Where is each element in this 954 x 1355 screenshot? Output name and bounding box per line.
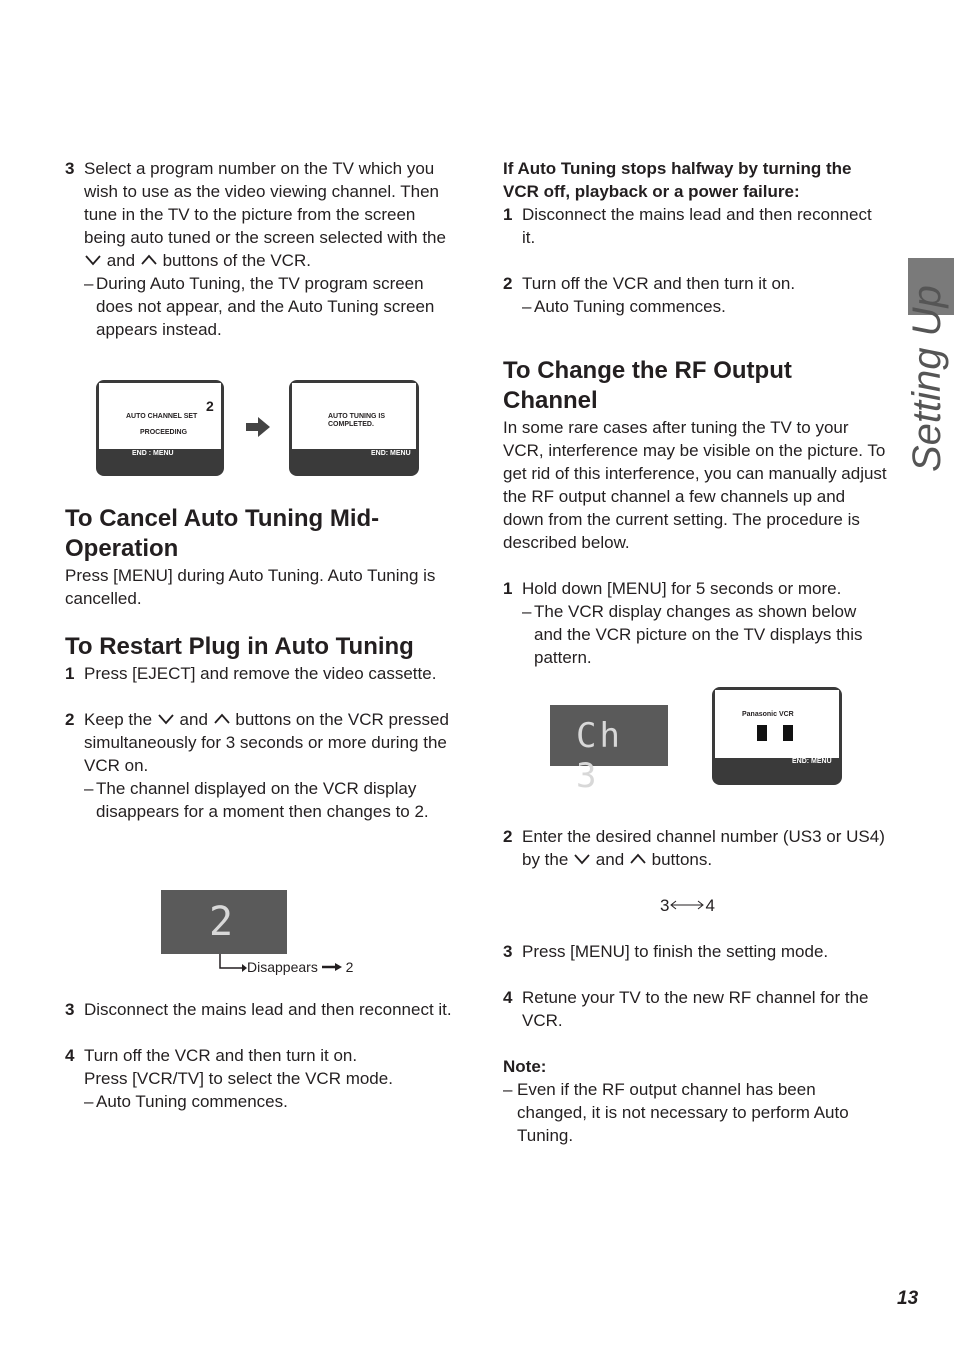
rf-section — [503, 356, 888, 669]
dash-text: The VCR display changes as shown below and the VCR picture on the TV displays this pattern. — [534, 602, 863, 667]
dash: – — [503, 1080, 513, 1099]
channel-number: 2 — [206, 398, 214, 414]
section-heading: To Cancel Auto Tuning Mid-Operation — [65, 505, 380, 562]
rf-step-3 — [503, 940, 888, 963]
step-text: Turn off the VCR and then turn it on. — [84, 1046, 358, 1065]
disappears-text: Disappears — [247, 959, 318, 975]
lcd-text: Ch 3 — [576, 716, 623, 796]
dash: – — [522, 602, 532, 621]
step-text: Disconnect the mains lead and then reconnect it. — [522, 205, 872, 247]
step-number: 2 — [503, 827, 513, 846]
step-number: 3 — [65, 1000, 75, 1019]
note-dash — [503, 1078, 888, 1147]
pattern-bar — [757, 725, 767, 741]
step-3-select-program — [65, 157, 455, 341]
step-text: Press [VCR/TV] to select the VCR mode. — [84, 1069, 393, 1088]
dash: – — [522, 297, 532, 316]
dash: – — [84, 779, 94, 798]
note-dash — [522, 295, 888, 318]
step-1-eject — [65, 662, 455, 685]
step-3-disconnect — [65, 998, 455, 1021]
disappears-label — [247, 959, 353, 976]
vcr-display-digit — [161, 890, 287, 954]
screen-text: AUTO TUNING IS — [328, 413, 386, 420]
step-number: 1 — [65, 664, 75, 683]
screen-text: AUTO CHANNEL SET — [126, 413, 198, 420]
dash-text: Auto Tuning commences. — [96, 1092, 288, 1111]
restart-steps-continued — [65, 998, 455, 1113]
halfway-step-1 — [503, 203, 888, 249]
lcd-digit: 2 — [209, 899, 234, 945]
screen-text: PROCEEDING — [140, 429, 188, 436]
section-heading: To Restart Plug in Auto Tuning — [65, 633, 414, 660]
section-heading: To Change the RF Output Channel — [503, 357, 792, 414]
step-number: 2 — [65, 710, 75, 729]
note-dash — [522, 600, 888, 669]
svg-text:Setting Up: Setting Up — [905, 285, 949, 472]
step-number: 3 — [65, 159, 75, 178]
arrow-right-icon — [322, 962, 342, 972]
halfway-step-2 — [503, 272, 888, 318]
tv-screen-panasonic-pattern — [712, 687, 842, 785]
vcr-display-channel — [550, 705, 668, 796]
double-arrow-icon — [669, 900, 705, 910]
bracket-arrow-icon — [218, 954, 248, 974]
dash-text: Auto Tuning commences. — [534, 297, 726, 316]
arrow-right-icon — [246, 417, 270, 437]
tv-screen-auto-channel-set — [96, 380, 224, 476]
restart-section — [65, 632, 455, 823]
chevron-down-icon — [573, 852, 591, 866]
section-body: In some rare cases after tuning the TV to your VCR, interference may be visible on the picture. To get rid of this interference, you can manually adjust the RF output channel a few channels up and down from the current setting. The procedure is described below. — [503, 418, 887, 552]
note-dash — [84, 777, 455, 823]
and-text: and — [595, 850, 625, 869]
step-number: 4 — [503, 988, 513, 1007]
screen-bar-text: END : MENU — [132, 450, 174, 457]
left-column — [65, 157, 455, 341]
range-to: 4 — [705, 896, 715, 915]
step-text: Press [EJECT] and remove the video cassette. — [84, 664, 437, 683]
step-number: 2 — [503, 274, 513, 293]
step-4-turn-off — [65, 1044, 455, 1113]
tv-screen-auto-tuning-completed — [289, 380, 419, 476]
step-text: Keep the — [84, 710, 153, 729]
chevron-down-icon — [84, 253, 102, 267]
channel-range — [503, 894, 888, 917]
pattern-bar — [783, 725, 793, 741]
dash: – — [84, 1092, 94, 1111]
screen-text: Panasonic VCR — [742, 711, 794, 718]
chevron-down-icon — [157, 712, 175, 726]
cancel-section — [65, 504, 455, 610]
section-body: Press [MENU] during Auto Tuning. Auto Tuning is cancelled. — [65, 566, 436, 608]
step-text: Press [MENU] to finish the setting mode. — [522, 942, 829, 961]
dash-text: During Auto Tuning, the TV program screen does not appear, and the Auto Tuning screen appears instead. — [96, 274, 435, 339]
and-text: and — [179, 710, 208, 729]
chevron-up-icon — [140, 253, 158, 267]
chevron-up-icon — [213, 712, 231, 726]
chevron-up-icon — [629, 852, 647, 866]
rf-step-2 — [503, 825, 888, 871]
step-text: buttons of the VCR. — [162, 251, 311, 270]
step-text: Disconnect the mains lead and then reconnect it. — [84, 1000, 452, 1019]
halfway-heading: If Auto Tuning stops halfway by turning the VCR off, playback or a power failure: — [503, 159, 852, 201]
disappears-result: 2 — [345, 959, 354, 975]
step-text: Turn off the VCR and then turn it on. — [522, 274, 796, 293]
step-text: Enter the desired channel number (US3 or US4) by the — [522, 827, 885, 869]
screen-text: COMPLETED. — [328, 421, 374, 428]
screen-bar-text: END: MENU — [371, 450, 411, 457]
step-number: 4 — [65, 1046, 75, 1065]
step-text: Retune your TV to the new RF channel for the VCR. — [522, 988, 869, 1030]
dash-text: Even if the RF output channel has been changed, it is not necessary to perform Auto Tuning. — [517, 1080, 849, 1145]
rf-steps-continued — [503, 825, 888, 1147]
step-number: 1 — [503, 205, 513, 224]
step-text: buttons. — [651, 850, 713, 869]
note-dash — [84, 1090, 455, 1113]
screen-bar-text: END: MENU — [792, 758, 832, 765]
dash-text: The channel displayed on the VCR display disappears for a moment then changes to 2. — [96, 779, 429, 821]
range-from: 3 — [660, 896, 670, 915]
step-2-keep-buttons — [65, 708, 455, 823]
note-dash — [84, 272, 455, 341]
step-text: buttons on the VCR pressed simultaneously for 3 seconds or more during the VCR on. — [84, 710, 449, 775]
step-number: 1 — [503, 579, 513, 598]
note-label: Note: — [503, 1057, 547, 1076]
rf-step-4 — [503, 986, 888, 1032]
step-number: 3 — [503, 942, 513, 961]
and-text: and — [106, 251, 136, 270]
step-text: Hold down [MENU] for 5 seconds or more. — [522, 579, 842, 598]
dash: – — [84, 274, 94, 293]
step-text: Select a program number on the TV which you wish to use as the video viewing channel. Then tune in the TV to the picture from the screen being auto tuned or the screen selected with the — [84, 159, 446, 247]
right-column — [503, 157, 888, 318]
section-title-vertical — [896, 240, 954, 490]
rf-step-1 — [503, 577, 888, 669]
page-number: 13 — [897, 1288, 919, 1309]
